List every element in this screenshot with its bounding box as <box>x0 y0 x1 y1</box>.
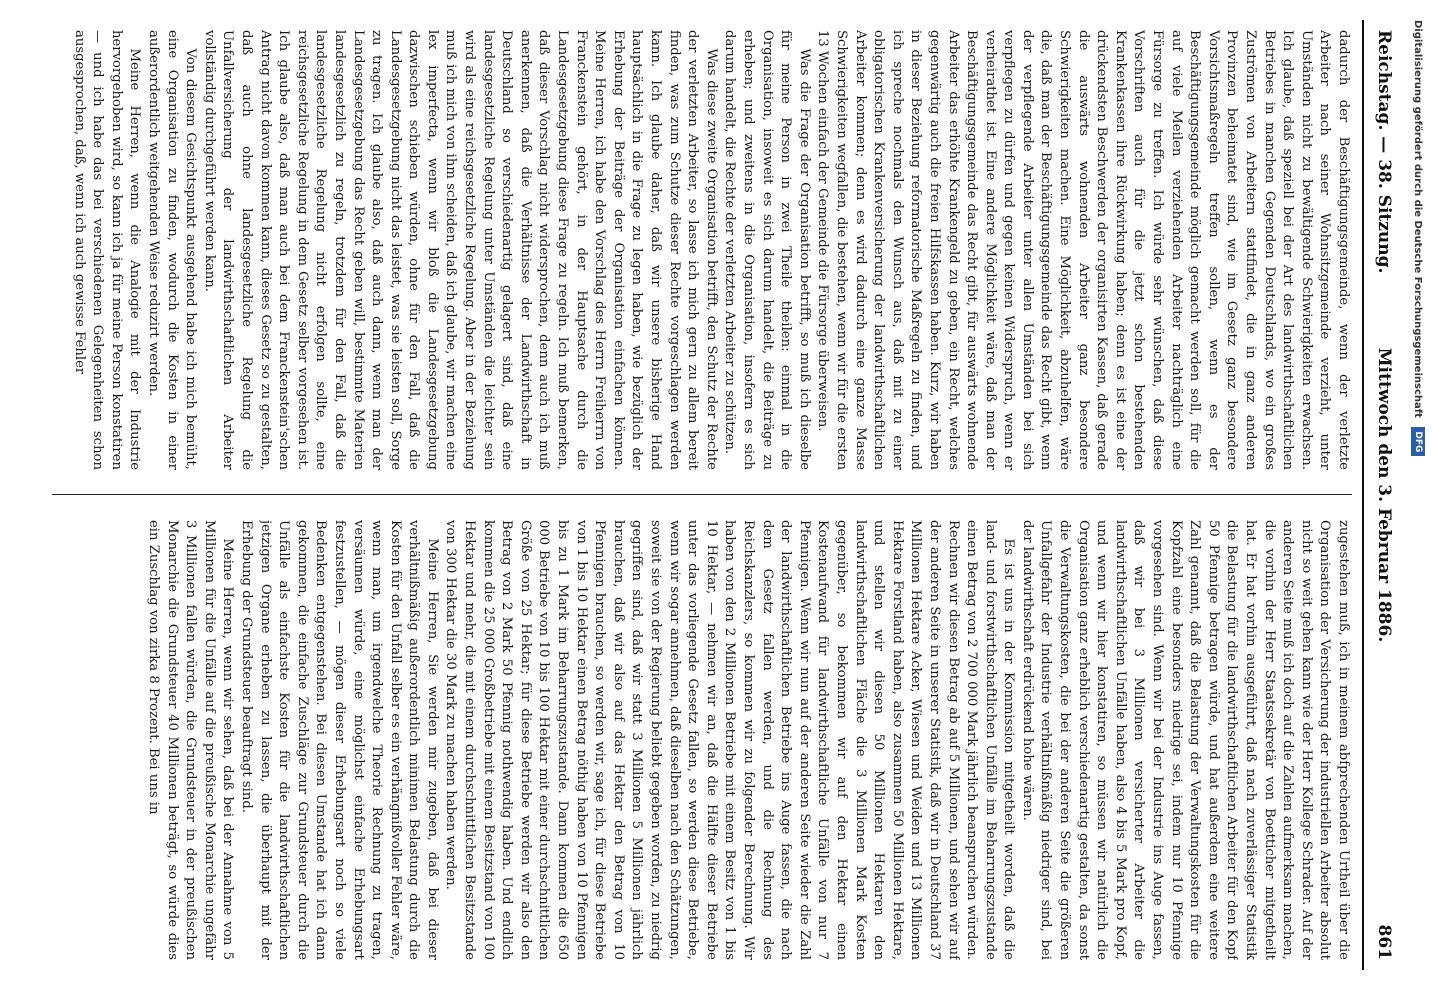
paragraph: Von diesem Gesichtspunkt ausgehend habe ich mich bemüht, eine Organisation zu finden, wodurch die Kosten in einer außerordentlich weitgehenden Weise reduzirt werden. <box>146 30 199 470</box>
dfg-logo: DFG <box>1411 427 1425 456</box>
header-date: Mittwoch den 3. Februar 1886. <box>1374 347 1394 643</box>
paragraph: Es ist uns in der Kommission mitgetheilt worden, daß die land- und forstwirthschaftlichen Unfälle im Beharrungszustande einen Betrag von 2 700 000 Mark jährlich beanspruchen würden. Rechnen wir diesen Betrag ab auf 5 Millionen, und sehen wir auf der anderen Seite in unserer Statistik, daß wir in Deutschland 37 Millionen Hektare Acker, Wiesen und Weiden und 13 Millionen Hektare Forstland haben, also zusammen 50 Millionen Hektare, und stellen wir diesen 50 Millionen Hektaren den landwirthschaftlichen Fläche die 3 Millionen Mark Kosten gegenüber, so bekommen wir auf den Hektar einen Kostenaufwand für landwirthschaftliche Unfälle von nur 7 Pfennigen. Wenn wir nun auf der anderen Seite wieder die Zahl der landwirthschaftlichen Betriebe ins Auge fassen, die nach dem Gesetz fallen werden, und die Rechnung des Reichskanzlers, so kommen wir zu folgender Berechnung. Wir haben von den 2 Millionen Betriebe mit einem Besitz von 1 bis 10 Hektar, — nehmen wir an, daß die Hälfte dieser Betriebe unter das vorliegende Gesetz fallen, so werden diese Betriebe, wenn wir sogar annehmen, daß dieselben nach den Schätzungen, soweit sie von der Regierung beliebt gegeben worden, zu niedrig gegriffen sind, daß wir statt 3 Millionen 5 Millionen jährlich brauchen, daß wir also auf das Hektar den Betrag von 10 Pfennigen brauchen, so werden wir, sage ich, für diese Betriebe von 1 bis 10 Hektar einen Betrag nöthig haben von 10 Pfennigen bis zu 1 Mark im Beharrungszustande. Dann kommen die 650 000 Betriebe von 10 bis 100 Hektar mit einer durchschnittlichen Größe von 25 Hektar; für diese Betriebe werden wir also den Betrag von 2 Mark 50 Pfennig nothwendig haben. Und endlich kommen die 25 000 Großbetriebe mit einem Besitzstand von 100 Hektar und mehr, die mit einem durchschnittlichen Besitzstande von 300 Hektar die 30 Mark zu machen haben werden. <box>443 520 1017 960</box>
header-session: Reichstag. — 38. Sitzung. <box>1374 30 1394 274</box>
paragraph: zugestehen muß, ich in meinem abfprechenden Urtheil über die Organisation der Versicherung der industriellen Arbeiter absolut nicht so weit gehen kann wie der Herr Kollege Schrader. Auf der anderen Seite muß ich doch auf die Zahlen aufmerksam machen, die vorhin der Herr Staatssekretär von Boetticher mitgetheilt hat. Er hat vorhin ausgeführt, daß nach zuverlässiger Statistik die Belastung für die landwirthschaftlichen Arbeiter für den Kopf 50 Pfennige betragen würde, und hat außerdem eine weitere Zahl genannt, daß die Belastung der Verwaltungskosten für die Kopfzahl eine besonders niedrige sei, indem nur 10 Pfennige vorgesehen sind. Wenn wir bei der Industrie ins Auge fassen, daß wir bei 3 Millionen versicherter Arbeiter die landwirthschaftlichen Unfälle haben, also 4 bis 5 Mark pro Kopf, und wenn wir hier konstatiren, so müssen wir natürlich die Organisation ganz erheblich verschiedenartig gestalten, da sonst die Verwaltungskosten, die bei der anderen Seite die größeren Unfallgefahr der Industrie verhältnißmäßig niedriger sind, bei der landwirthschaft erdrückend hohe wären. <box>1019 520 1351 960</box>
right-column <box>52 520 1352 960</box>
paragraph: Was die Frage der Organisation betrifft, so muß ich dieselbe für meine Person in zwei Theile theilen: einmal in die Organisation, insoweit es sich darum handelt, die Beiträge zu erheben; und zweitens in die Organisation, insofern es sich darum handelt, die Rechte der verletzten Arbeiter zu schützen. <box>722 30 812 470</box>
page-header <box>1366 20 1400 970</box>
left-column <box>52 30 1352 470</box>
paragraph: Meine Herren, wenn wir sehen, daß bei der Annahme von 5 Millionen für die Unfälle auf die preußische Monarchie ungefähr 3 Millionen fallen würden, die Grundsteuer in der preußischen Monarchie die Grundsteuer 40 Millionen beträgt, so würde dies ein Zuschlag von zirka 8 Prozent. Bei uns in <box>146 520 236 960</box>
rotated-newspaper-page <box>30 20 1400 970</box>
dfg-side-note <box>1408 10 1428 990</box>
header-rule <box>1362 20 1364 970</box>
dfg-credit-text: Digitalisierung gefördert durch die Deutsche Forschungsgemeinschaft <box>1412 20 1423 418</box>
paragraph: dadurch der Beschäftigungsgemeinde, wenn der verletzte Arbeiter nach seiner Wohnsitzgemeinde verzieht, unter Umständen nicht zu bewältigende Schwierigkeiten erwachsen. Ich glaube, daß speziell bei der Art des landwirthschaftlichen Betriebes in manchen Gegenden Deutschlands, wo ein großes Zuströmen von Arbeitern stattfindet, die in ganz anderen Provinzen beheimatet sind, wie im Gesetz ganz besondere Vorsichtsmaßregeln treffen sollen, wenn es der Beschäftigungsgemeinde möglich gemacht werden soll, für die auf viele Meilen verziehenden Arbeiter nachträglich eine Fürsorge zu treffen. Ich würde sehr wünschen, daß diese Vorschriften auch für die jetzt schon bestehenden Krankenkassen ihre Rückwirkung haben; denn es ist eine der drückendsten Beschwerden der organisirten Kassen, daß gerade die auswärts wohnenden Arbeiter ganz besondere Schwierigkeiten machen. Eine Möglichkeit, abzuhelfen, wäre die, daß man der Beschäftigungsgemeinde das Recht gibt, wenn der verpflegende Arbeiter unter allen Umständen bei sich verpflegen zu dürfen und gegen keinen Widerspruch, wenn er verheirathet ist. Eine andere Möglichkeit wäre, daß man der Beschäftigungsgemeinde das Recht gibt, für auswärts wohnende Arbeiter das erhöhte Krankengeld zu geben, ein Recht, welches gegenwärtig auch die freien Hilfskassen haben. Kurz, wir haben in dieser Beziehung reformatorische Maßregeln zu finden, und ich spreche nochmals den Wunsch aus, daß mit zu einer obligatorischen Krankenversicherung der landwirthschaftlichen Arbeiter kommen; denn es wird dadurch eine ganze Masse Schwierigkeiten wegfallen, die bestehen, wenn wir für die ersten 13 Wochen einfach der Gemeinde die Fürsorge überweisen. <box>815 30 1351 470</box>
paragraph: Was diese zweite Organisation betrifft, den Schutz der Rechte der verletzten Arbeiter, so lasse ich mich gern zu allem bereit finden, was zum Schutze dieser Rechte vorgeschlagen werden kann. Ich glaube daher, daß wir unsere bisherige Hand hauptsächlich in die Frage zu legen haben, wie bezüglich der Erhebung der Beiträge der Organisation einfachen können. Meine Herren, ich habe den Vorschlag des Herrn Freiherrn von Franckenstein gehört, in der Hauptsache durch die Landesgesetzgebung diese Frage zu regeln. Ich muß bemerken, daß dieser Vorschlag nicht widersprochen, denn auch ich muß anerkennen, daß die Verhältnisse der Landwirthschaft in Deutschland so verschiedenartig gelagert sind, daß eine landesgesetzliche Regelung unter Umständen die leichter sein wird als eine reichsgesetzliche Regelung. Aber in der Beziehung muß ich mich von ihm scheiden, daß ich glaube, wir machen eine lex imperfecta, wenn wir bloß die Landesgesetzgebung dazwischen schieben würden, ohne für den Fall, daß die Landesgesetzgebung nicht das leistet, was sie leisten soll, Sorge zu tragen. Ich glaube also, daß auch dann, wenn man der Landesgesetzgebung das Recht geben will, bestimmte Materien landesgesetzlich zu regeln, trotzdem für den Fall, daß die landesgesetzliche Regelung nicht erfolgen sollte, eine reichsgesetzliche Regelung in dem Gesetz selber vorgesehen ist. Ich glaube also, daß man auch bei dem Franckenstein'schen Antrag nicht davon kommen kann, dieses Gesetz so zu gestalten, daß auch ohne landesgesetzliche Regelung die Unfallversicherung der landwirthschaftlichen Arbeiter vollständig durchgeführt werden kann. <box>201 30 719 470</box>
column-divider <box>52 494 1352 495</box>
paragraph: Meine Herren, wenn die Analogie mit der Industrie hervorgehoben wird, so kann ich ja für meine Person konstatiren — und ich habe das bei verschiedenen Gelegenheiten schon ausgesprochen, daß, wenn ich auch gewisse Fehler <box>71 30 143 470</box>
paragraph: Meine Herren, Sie werden mir zugeben, daß bei dieser verhältnißmäßig außerordentlich minimen Belastung durch die Kosten für den Unfall selber es ein verhängnißvoller Fehler wäre, wenn man, um irgendwelche Theorie Rechnung zu tragen, versäumen würde, eine möglichst einfache Erhebungsart festzustellen, — mögen dieser Erhebungsart noch so viele Bedenken entgegenstehen. Bei diesen Umstande hat ich dann gekommen, die einfache Zuschläge zur Grundsteuer durch die Unfälle als einfachste Kosten für die landwirthschaftlichen jetzigen Organe erheben zu lassen, die überhaupt mit der Erhebung der Grundsteuer beauftragt sind. <box>238 520 440 960</box>
page-number: 861 <box>1374 924 1394 960</box>
